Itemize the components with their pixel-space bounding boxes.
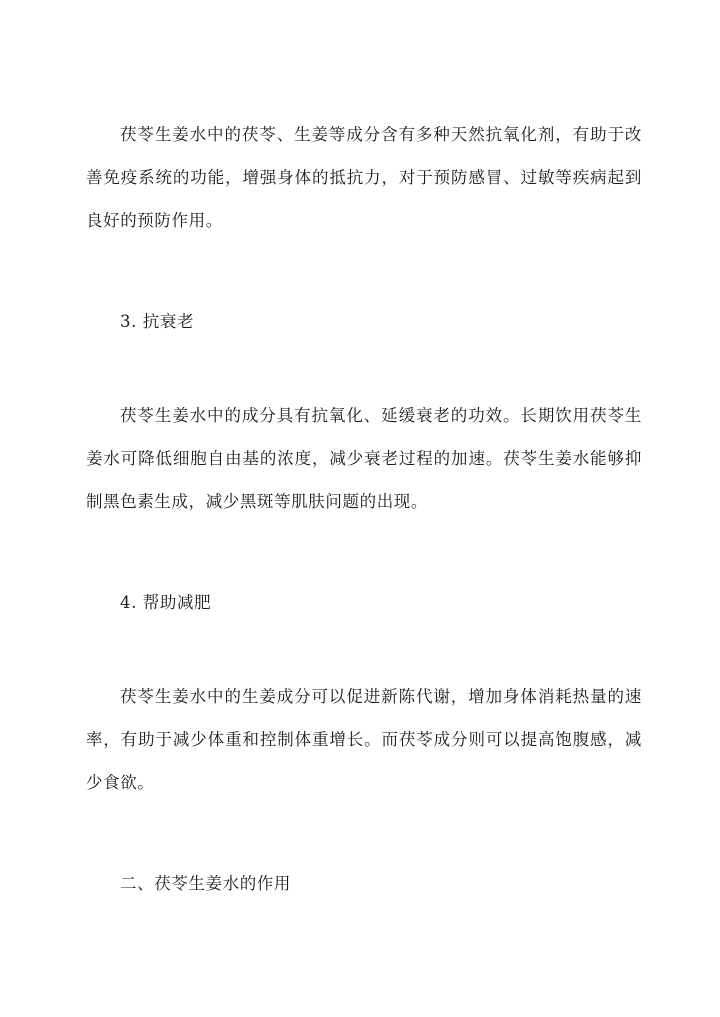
heading-weight-loss: 4. 帮助减肥 — [120, 593, 212, 612]
section-heading-effects: 二、茯苓生姜水的作用 — [120, 874, 291, 893]
paragraph-immune-support: 茯苓生姜水中的茯苓、生姜等成分含有多种天然抗氧化剂，有助于改善免疫系统的功能，增强身体的抵抗力，对于预防感冒、过敏等疾病起到良好的预防作用。 — [86, 125, 642, 230]
paragraph-anti-aging: 茯苓生姜水中的成分具有抗氧化、延缓衰老的功效。长期饮用茯苓生姜水可降低细胞自由基的浓度，减少衰老过程的加速。茯苓生姜水能够抑制黑色素生成，减少黑斑等肌肤问题的出现。 — [86, 406, 642, 511]
paragraph-weight-loss: 茯苓生姜水中的生姜成分可以促进新陈代谢，增加身体消耗热量的速率，有助于减少体重和控制体重增长。而茯苓成分则可以提高饱腹感，减少食欲。 — [86, 687, 642, 792]
heading-anti-aging: 3. 抗衰老 — [120, 312, 195, 331]
